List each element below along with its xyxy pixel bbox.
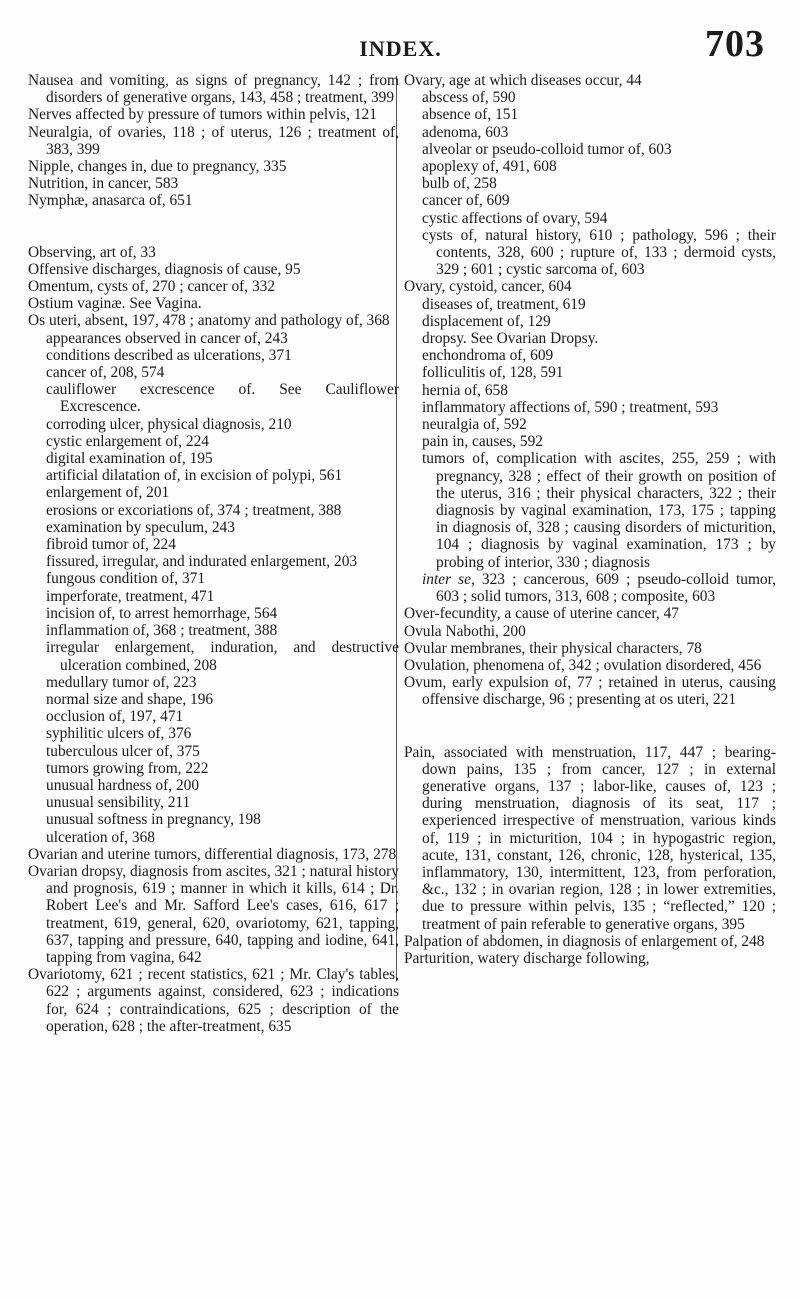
index-subentry: unusual softness in pregnancy, 198 — [46, 811, 261, 829]
index-entry: Ovariotomy, 621 ; recent statistics, 621 ; Mr. Clay's tables, 622 ; arguments against, considered, 623 ; indications for, 624 ; contraindications, 625 ; description of the operation, 628 ; the after-treatment, 635 — [28, 966, 399, 1035]
index-subentry: medullary tumor of, 223 — [46, 673, 197, 691]
index-entry: Nausea and vomiting, as signs of pregnancy, 142 ; from disorders of generative organs, 143, 458 ; treatment, 399 — [28, 72, 399, 107]
section-gap — [28, 210, 399, 244]
index-subentry: alveolar or pseudo-colloid tumor of, 603 — [422, 140, 672, 158]
left-column — [28, 72, 399, 1035]
entry-text: , 323 ; cancerous, 609 ; pseudo-colloid tumor, 603 ; solid tumors, 313, 608 ; composite, 603 — [436, 570, 776, 606]
index-entry: Ovula Nabothi, 200 — [404, 622, 526, 640]
index-subentry: conditions described as ulcerations, 371 — [46, 346, 292, 364]
index-entry: Offensive discharges, diagnosis of cause, 95 — [28, 260, 301, 278]
index-subentry — [404, 571, 776, 605]
index-block-o-continued — [404, 72, 776, 709]
index-subentry: occlusion of, 197, 471 — [46, 708, 184, 726]
index-subentry: neuralgia of, 592 — [422, 416, 527, 434]
index-subentry: fibroid tumor of, 224 — [46, 536, 176, 554]
index-subentry: appearances observed in cancer of, 243 — [46, 329, 288, 347]
index-subentry: fungous condition of, 371 — [46, 570, 206, 588]
index-subentry: imperforate, treatment, 471 — [46, 587, 215, 605]
index-subentry: erosions or excoriations of, 374 ; treatment, 388 — [46, 501, 342, 519]
index-subentry: bulb of, 258 — [422, 175, 497, 193]
index-entry: Neuralgia, of ovaries, 118 ; of uterus, 126 ; treatment of, 383, 399 — [28, 123, 399, 158]
index-subentry: unusual sensibility, 211 — [46, 794, 191, 812]
index-entry: Ovular membranes, their physical characters, 78 — [404, 639, 702, 657]
index-subentry: folliculitis of, 128, 591 — [422, 364, 564, 382]
index-entry: Nerves affected by pressure of tumors within pelvis, 121 — [28, 106, 377, 124]
index-entry: Ovary, age at which diseases occur, 44 — [404, 72, 642, 89]
index-subentry: syphilitic ulcers of, 376 — [46, 725, 192, 743]
index-subentry: fissured, irregular, and indurated enlargement, 203 — [46, 553, 358, 571]
index-entry: Nutrition, in cancer, 583 — [28, 175, 179, 193]
index-entry: Nymphæ, anasarca of, 651 — [28, 192, 193, 210]
index-block-n — [28, 72, 399, 210]
index-entry: Ostium vaginæ. See Vagina. — [28, 295, 202, 313]
index-entry: Omentum, cysts of, 270 ; cancer of, 332 — [28, 278, 276, 296]
right-column — [404, 72, 776, 967]
index-subentry: dropsy. See Ovarian Dropsy. — [422, 330, 599, 348]
index-subentry: ulceration of, 368 — [46, 828, 155, 846]
index-subentry: displacement of, 129 — [422, 312, 551, 330]
index-subentry: cancer of, 208, 574 — [46, 364, 165, 382]
index-subentry: irregular enlargement, induration, and destructive ulceration combined, 208 — [46, 639, 399, 674]
index-entry: Observing, art of, 33 — [28, 243, 156, 261]
index-subentry: tumors growing from, 222 — [46, 759, 209, 777]
index-subentry: inflammation of, 368 ; treatment, 388 — [46, 622, 278, 640]
index-subentry: inflammatory affections of, 590 ; treatment, 593 — [422, 398, 719, 416]
index-entry: Over-fecundity, a cause of uterine cancer, 47 — [404, 605, 679, 623]
index-subentry: absence of, 151 — [422, 106, 519, 124]
index-entry: Ovum, early expulsion of, 77 ; retained in uterus, causing offensive discharge, 96 ; presenting at os uteri, 221 — [404, 674, 776, 709]
index-block-o — [28, 244, 399, 1035]
header-title: INDEX. — [359, 36, 442, 61]
index-subentry: adenoma, 603 — [422, 123, 509, 141]
index-subentry: cysts of, natural history, 610 ; pathology, 596 ; their contents, 328, 600 ; rupture of, 133 ; dermoid cysts, 329 ; 601 ; cystic sarcoma of, 603 — [422, 226, 776, 279]
index-subentry: examination by speculum, 243 — [46, 518, 235, 536]
index-subentry: enlargement of, 201 — [46, 484, 170, 502]
index-entry: Pain, associated with menstruation, 117, 447 ; bearing-down pains, 135 ; from cancer, 127 ; in external generative organs, 137 ; labor-like, causes of, 123 ; during menstruation, diagnosis of its seat, 117 ; experienced irrespective of menstruation, various kinds of, 119 ; in micturition, 104 ; in hypogastric region, acute, 131, constant, 126, chronic, 128, hysterical, 135, inflammatory, 130, intermittent, 123, from perforation, &c., 132 ; in ovarian region, 128 ; in lower extremities, due to pressure within pelvis, 135 ; “reflected,” 120 ; treatment of pain referable to generative organs, 395 — [404, 743, 776, 933]
index-entry: Ovarian dropsy, diagnosis from ascites, 321 ; natural history and prognosis, 619 ; manner in which it kills, 614 ; Dr. Robert Lee's and Mr. Safford Lee's cases, 616, 617 ; treatment, 619, general, 620, ovariotomy, 621, tapping, 637, tapping and pressure, 640, tapping and iodine, 641, tapping from vagina, 642 — [28, 862, 399, 966]
index-subentry: incision of, to arrest hemorrhage, 564 — [46, 604, 278, 622]
index-entry: Parturition, watery discharge following, — [404, 949, 650, 967]
index-subentry: abscess of, 590 — [422, 89, 516, 107]
page-number: 703 — [705, 23, 765, 65]
page-header — [0, 22, 801, 68]
index-subentry: cystic affections of ovary, 594 — [422, 209, 608, 227]
index-subentry: normal size and shape, 196 — [46, 690, 214, 708]
section-gap — [404, 709, 776, 744]
index-subentry: apoplexy of, 491, 608 — [422, 158, 557, 176]
entry-italic-text: inter se — [422, 570, 471, 588]
index-subentry: diseases of, treatment, 619 — [422, 295, 586, 313]
index-entry: Ovulation, phenomena of, 342 ; ovulation disordered, 456 — [404, 656, 762, 674]
index-subentry: tumors of, complication with ascites, 255, 259 ; with pregnancy, 328 ; effect of their growth on position of the uterus, 316 ; their physical characters, 322 ; their diagnosis by vaginal examination, 173, 175 ; tapping in diagnosis of, 328 ; causing disorders of micturition, 104 ; diagnosis by vaginal examination, 173 ; by probing of interior, 330 ; diagnosis — [422, 450, 776, 571]
index-block-p — [404, 744, 776, 968]
index-subentry: enchondroma of, 609 — [422, 347, 554, 365]
index-subentry: pain in, causes, 592 — [422, 433, 543, 451]
index-entry: Ovary, cystoid, cancer, 604 — [404, 278, 572, 296]
index-entry: Palpation of abdomen, in diagnosis of enlargement of, 248 — [404, 932, 765, 950]
index-subentry: cancer of, 609 — [422, 192, 510, 210]
index-subentry: tuberculous ulcer of, 375 — [46, 742, 200, 760]
index-subentry: cauliflower excrescence of. See Cauliflower Excrescence. — [46, 381, 399, 416]
index-subentry: cystic enlargement of, 224 — [46, 432, 209, 450]
index-entry: Os uteri, absent, 197, 478 ; anatomy and pathology of, 368 — [28, 312, 390, 330]
index-subentry: hernia of, 658 — [422, 381, 508, 399]
index-entry: Nipple, changes in, due to pregnancy, 335 — [28, 158, 287, 176]
index-subentry: digital examination of, 195 — [46, 450, 213, 468]
index-entry: Ovarian and uterine tumors, differential diagnosis, 173, 278 — [28, 845, 397, 863]
index-subentry: corroding ulcer, physical diagnosis, 210 — [46, 415, 292, 433]
index-subentry: unusual hardness of, 200 — [46, 776, 200, 794]
index-subentry: artificial dilatation of, in excision of polypi, 561 — [46, 467, 343, 485]
